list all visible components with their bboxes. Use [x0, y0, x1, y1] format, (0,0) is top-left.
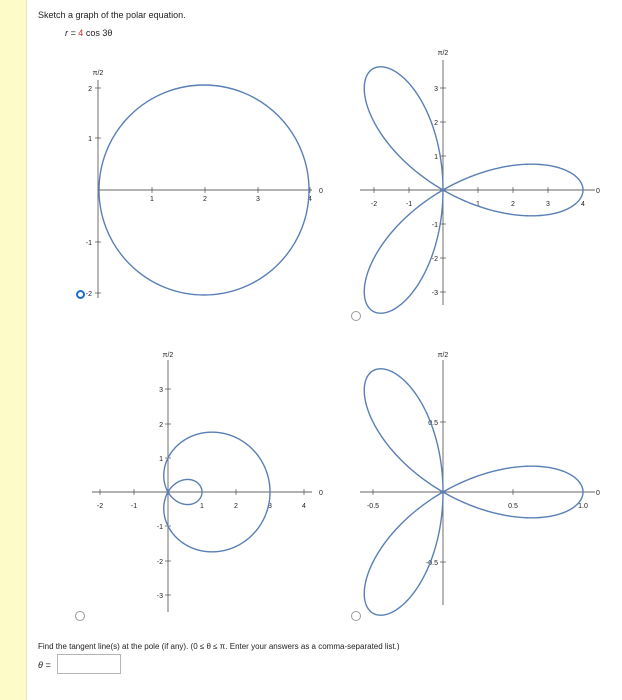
- y-tick-label: 3: [434, 86, 438, 93]
- graph-option-c: [80, 345, 330, 615]
- x-tick-label: 3: [546, 201, 550, 208]
- axis-label-right: 0: [319, 490, 323, 497]
- equation-function: cos 3θ: [85, 28, 113, 38]
- radio-option-d[interactable]: [351, 611, 361, 621]
- x-tick-label: 1: [200, 503, 204, 510]
- y-tick-label: -1: [85, 240, 92, 247]
- y-tick-label: 3: [159, 387, 163, 394]
- x-tick-label: 2: [234, 503, 238, 510]
- y-tick-label: -2: [85, 291, 92, 298]
- y-tick-label: -2: [156, 559, 163, 566]
- radio-option-c[interactable]: [75, 611, 85, 621]
- y-tick-label: -3: [431, 290, 438, 297]
- y-tick-label: 1: [434, 154, 438, 161]
- x-tick-label: 1.0: [578, 503, 588, 510]
- y-tick-label: -1: [156, 524, 163, 531]
- x-tick-label: -1: [130, 503, 138, 510]
- x-tick-label: 1: [476, 201, 480, 208]
- y-tick-label: -0.5: [425, 560, 438, 567]
- x-tick-label: 0.5: [508, 503, 518, 510]
- equation-lhs: r =: [65, 28, 76, 38]
- theta-label: θ =: [38, 660, 51, 670]
- x-tick-label: 4: [308, 196, 312, 203]
- polar-equation: [65, 28, 112, 38]
- left-margin-bar: [0, 0, 27, 700]
- y-tick-label: -2: [431, 256, 438, 263]
- question-text: Sketch a graph of the polar equation.: [38, 10, 186, 20]
- x-tick-label: 3: [256, 196, 260, 203]
- x-tick-label: -2: [96, 503, 104, 510]
- axis-label-right: 0: [596, 188, 600, 195]
- y-tick-label: 2: [88, 86, 92, 93]
- x-tick-label: 3: [268, 503, 272, 510]
- equation-coefficient: 4: [78, 28, 84, 38]
- x-tick-label: -1: [405, 201, 413, 208]
- y-tick-label: -3: [156, 593, 163, 600]
- x-tick-label: 2: [203, 196, 207, 203]
- x-tick-label: -2: [370, 201, 378, 208]
- axis-label-top: π/2: [92, 70, 104, 77]
- graph-option-a: [70, 60, 330, 310]
- y-tick-label: 0.5: [428, 420, 438, 427]
- y-tick-label: 1: [88, 136, 92, 143]
- graph-option-b: [355, 45, 615, 310]
- axis-label-top: π/2: [437, 352, 449, 359]
- y-tick-label: 1: [159, 456, 163, 463]
- y-tick-label: 2: [159, 422, 163, 429]
- x-tick-label: -0.5: [366, 503, 380, 510]
- y-tick-label: -1: [431, 222, 438, 229]
- tangent-prompt: Find the tangent line(s) at the pole (if any). (0 ≤ θ ≤ π. Enter your answers as a comma-separated list.): [38, 642, 400, 651]
- theta-answer-field[interactable]: [57, 654, 121, 674]
- x-tick-label: 4: [302, 503, 306, 510]
- y-tick-label: 2: [434, 120, 438, 127]
- radio-option-a[interactable]: [76, 290, 85, 299]
- radio-option-b[interactable]: [351, 311, 361, 321]
- axis-label-top: π/2: [162, 352, 174, 359]
- x-tick-label: 4: [581, 201, 585, 208]
- axis-label-right: 0: [596, 490, 600, 497]
- axis-label-top: π/2: [437, 50, 449, 57]
- axis-label-right: 0: [319, 188, 323, 195]
- graph-option-d: [355, 345, 615, 610]
- x-tick-label: 2: [511, 201, 515, 208]
- x-tick-label: 1: [150, 196, 154, 203]
